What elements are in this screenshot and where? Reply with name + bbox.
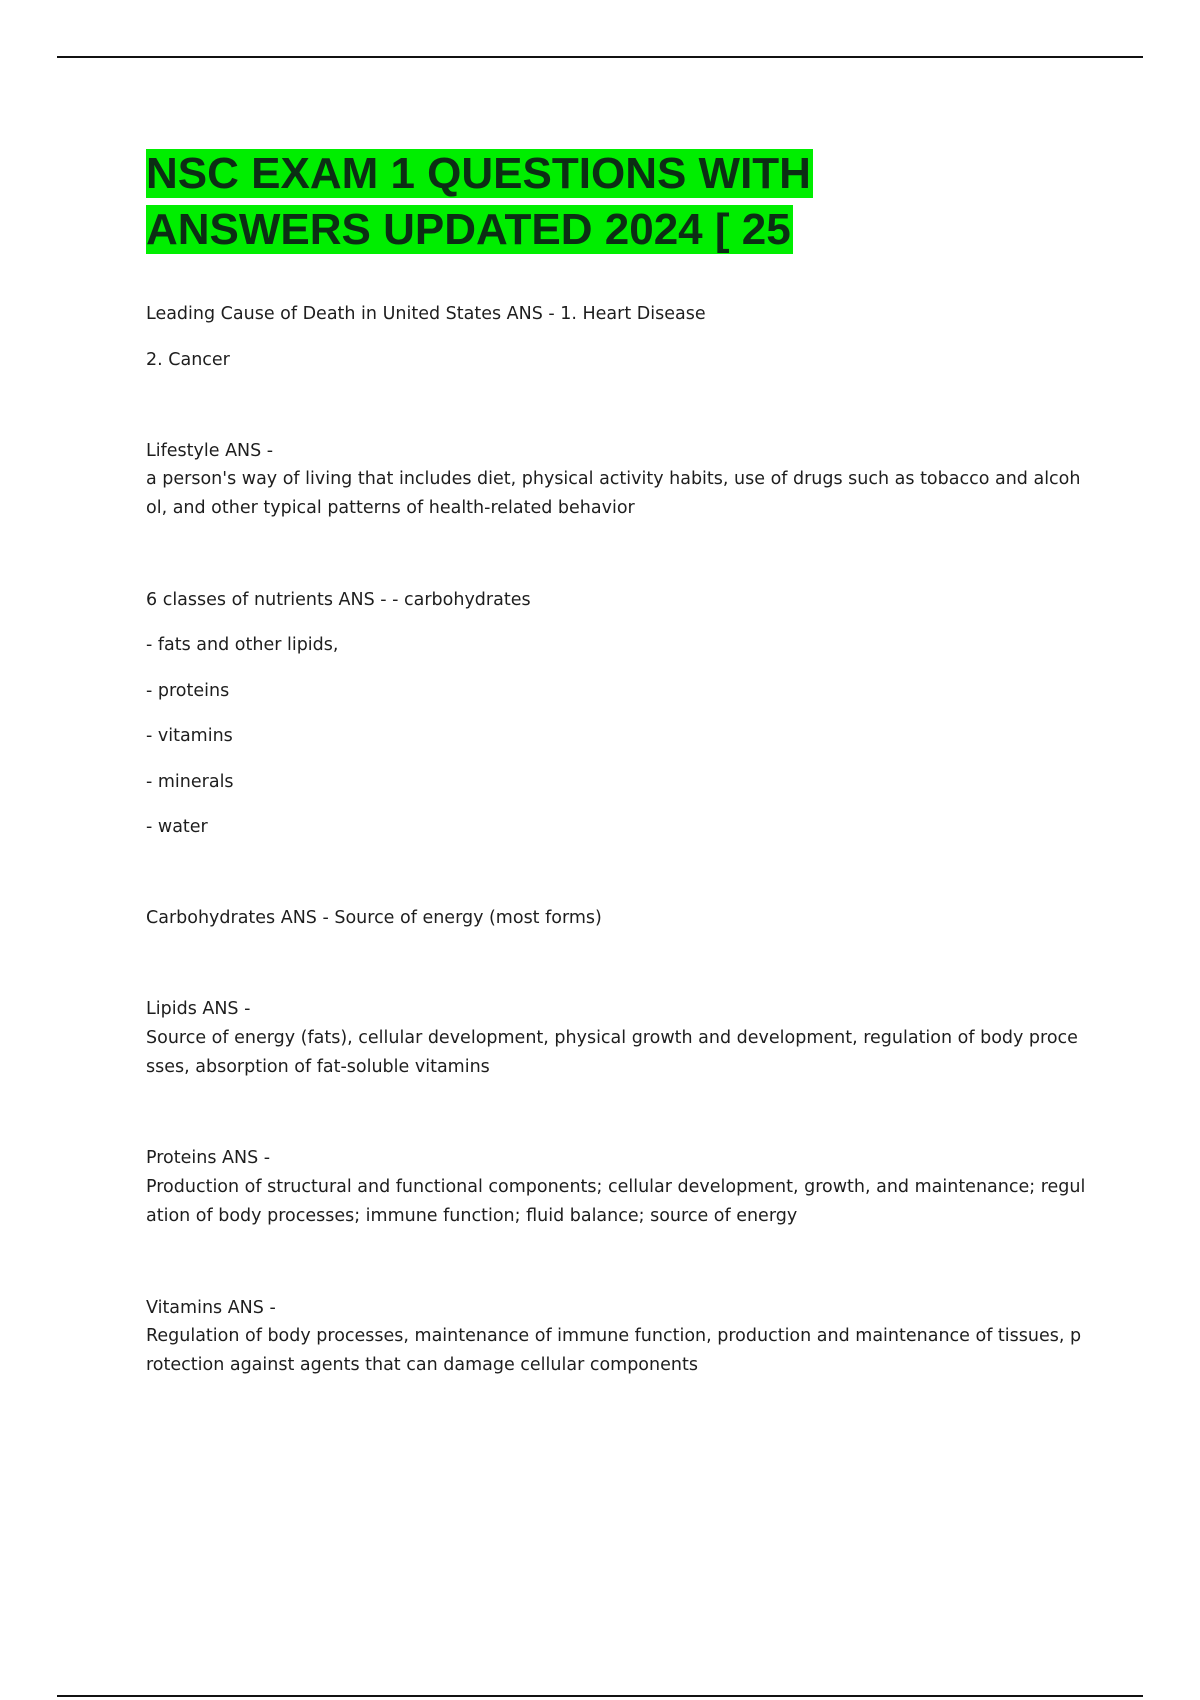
entry-lifestyle-question: Lifestyle ANS - — [146, 441, 274, 461]
list-item: - minerals — [146, 772, 234, 792]
entry-lipids-question: Lipids ANS - — [146, 999, 251, 1019]
entry-lifestyle-answer: a person's way of living that includes diet, physical activity habits, use of drugs such as tobacco and alcohol, and other typical patterns of health-related behavior — [146, 469, 1081, 518]
bottom-rule — [57, 1695, 1143, 1697]
entry-carbohydrates-question: Carbohydrates ANS - Source of energy (most forms) — [146, 908, 602, 928]
page-title — [146, 146, 813, 258]
entry-vitamins-question: Vitamins ANS - — [146, 1298, 276, 1318]
list-item: - fats and other lipids, — [146, 635, 339, 655]
entry-lipids-answer: Source of energy (fats), cellular development, physical growth and development, regulation of body processes, absorption of fat-soluble vitamins — [146, 1028, 1078, 1077]
entry-nutrients-question: 6 classes of nutrients ANS - - carbohydrates — [146, 590, 531, 610]
entry-proteins-answer: Production of structural and functional components; cellular development, growth, and maintenance; regulation of body processes; immune function; fluid balance; source of energy — [146, 1177, 1086, 1226]
entry-leading-cause-continuation: 2. Cancer — [146, 350, 230, 370]
entry-leading-cause-question: Leading Cause of Death in United States ANS - 1. Heart Disease — [146, 304, 706, 324]
top-rule — [57, 56, 1143, 58]
title-line-1: NSC EXAM 1 QUESTIONS WITH — [146, 149, 811, 198]
entry-vitamins-answer: Regulation of body processes, maintenance of immune function, production and maintenance of tissues, protection against agents that can damage cellular components — [146, 1326, 1082, 1375]
list-item: - water — [146, 817, 208, 837]
list-item: - vitamins — [146, 726, 233, 746]
entry-proteins-question: Proteins ANS - — [146, 1148, 271, 1168]
title-line-2: ANSWERS UPDATED 2024 [ 25 — [146, 205, 791, 254]
list-item: - proteins — [146, 681, 230, 701]
